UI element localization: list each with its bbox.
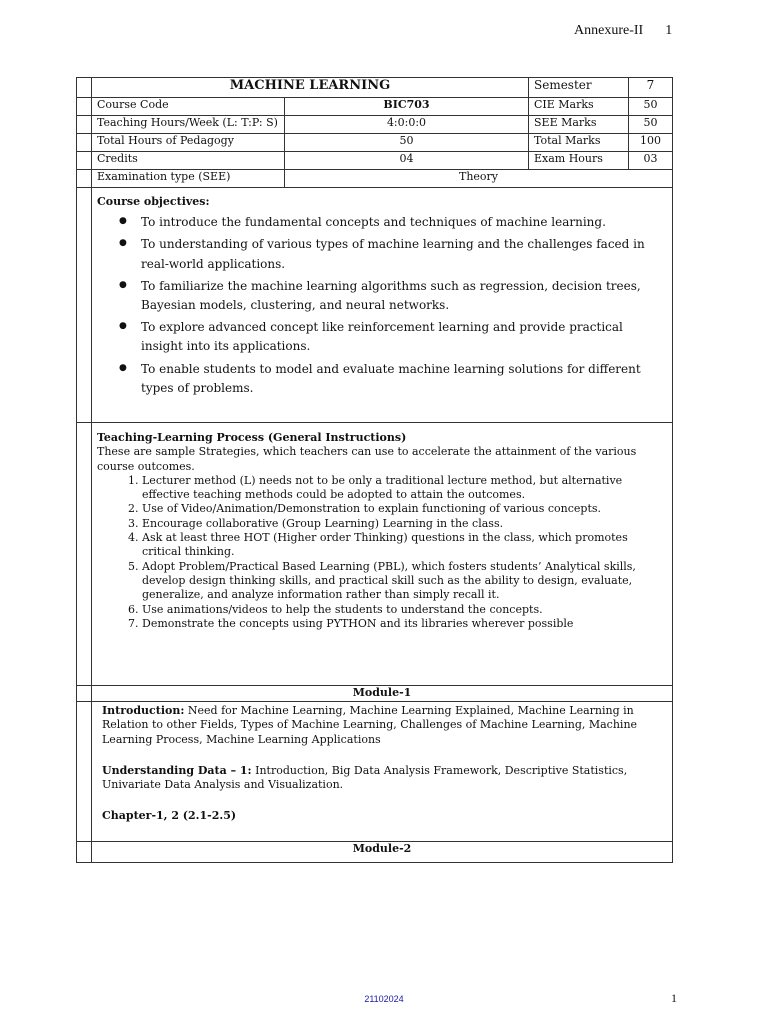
cie-marks-value: 50 (629, 98, 673, 116)
gutter-cell (77, 170, 92, 188)
teaching-hours-label: Teaching Hours/Week (L: T:P: S) (92, 116, 285, 134)
teaching-item: 7. Demonstrate the concepts using PYTHON and its libraries wherever possible (142, 617, 667, 631)
exam-type-value: Theory (285, 170, 673, 188)
total-marks-label: Total Marks (529, 134, 629, 152)
course-code-value: BIC703 (285, 98, 529, 116)
gutter-cell (77, 134, 92, 152)
objectives-list (97, 213, 667, 398)
see-marks-label: SEE Marks (529, 116, 629, 134)
cie-marks-label: CIE Marks (529, 98, 629, 116)
objective-item: ● To introduce the fundamental concepts and techniques of machine learning. (141, 213, 667, 232)
footer-document-code: 21102024 (364, 994, 404, 1004)
course-objectives-section (92, 188, 673, 423)
credits-label: Credits (92, 152, 285, 170)
teaching-list (97, 474, 667, 631)
semester-value: 7 (629, 78, 673, 98)
understanding-data-text: Introduction, Big Data Analysis Framework, Descriptive Statistics, Univariate Data Analysis and Visualization. (102, 763, 628, 792)
gutter-cell (77, 116, 92, 134)
teaching-item: 4. Ask at least three HOT (Higher order Thinking) questions in the class, which promotes critical thinking. (142, 531, 667, 560)
course-title: MACHINE LEARNING (92, 78, 529, 98)
module-1-chapter-ref: Chapter-1, 2 (2.1-2.5) (102, 809, 237, 823)
semester-label: Semester (529, 78, 629, 98)
objectives-heading: Course objectives: (97, 195, 210, 208)
syllabus-document (76, 77, 672, 863)
module-1-introduction (102, 704, 666, 747)
module-1-understanding-data (102, 764, 666, 793)
gutter-cell (77, 702, 92, 842)
module-1-content (92, 702, 673, 842)
gutter-cell (77, 188, 92, 423)
gutter-cell (77, 98, 92, 116)
teaching-item: 3. Encourage collaborative (Group Learning) Learning in the class. (142, 517, 667, 531)
footer-page-number: 1 (671, 991, 677, 1005)
gutter-cell (77, 686, 92, 702)
total-marks-value: 100 (629, 134, 673, 152)
exam-hours-value: 03 (629, 152, 673, 170)
teaching-item: 1. Lecturer method (L) needs not to be only a traditional lecture method, but alternative effective teaching methods could be adopted to attain the outcomes. (142, 474, 667, 503)
gutter-cell (77, 152, 92, 170)
teaching-learning-section (92, 423, 673, 686)
teaching-intro: These are sample Strategies, which teachers can use to accelerate the attainment of the various course outcomes. (97, 445, 637, 473)
understanding-data-label: Understanding Data – 1: (102, 763, 252, 777)
objective-item: ● To understanding of various types of machine learning and the challenges faced in real-world applications. (141, 235, 667, 273)
teaching-heading: Teaching-Learning Process (General Instructions) (97, 431, 407, 444)
teaching-item: 5. Adopt Problem/Practical Based Learning (PBL), which fosters students’ Analytical skills, develop design thinking skills, and practical skill such as the ability to design, evaluate, generalize, and analyze information rather than simply recall it. (142, 560, 667, 603)
teaching-item: 2. Use of Video/Animation/Demonstration to explain functioning of various concepts. (142, 502, 667, 516)
annexure-label: Annexure-II (574, 23, 644, 38)
pedagogy-hours-label: Total Hours of Pedagogy (92, 134, 285, 152)
pedagogy-hours-value: 50 (285, 134, 529, 152)
see-marks-value: 50 (629, 116, 673, 134)
teaching-hours-value: 4:0:0:0 (285, 116, 529, 134)
course-info-table (76, 77, 673, 863)
exam-hours-label: Exam Hours (529, 152, 629, 170)
module-2-heading: Module-2 (92, 842, 673, 863)
introduction-text: Need for Machine Learning, Machine Learning Explained, Machine Learning in Relation to other Fields, Types of Machine Learning, Challenges of Machine Learning, Machine Learning Process, Machine Learning Applications (102, 704, 638, 746)
gutter-cell (77, 78, 92, 98)
header-page-number: 1 (665, 23, 673, 38)
annexure-header (574, 23, 672, 39)
course-code-label: Course Code (92, 98, 285, 116)
introduction-label: Introduction: (102, 704, 185, 717)
exam-type-label: Examination type (SEE) (92, 170, 285, 188)
gutter-cell (77, 423, 92, 686)
gutter-cell (77, 842, 92, 863)
module-1-heading: Module-1 (92, 686, 673, 702)
objective-item: ● To enable students to model and evaluate machine learning solutions for different types of problems. (141, 360, 667, 398)
objective-item: ● To explore advanced concept like reinforcement learning and provide practical insight into its applications. (141, 318, 667, 356)
credits-value: 04 (285, 152, 529, 170)
teaching-item: 6. Use animations/videos to help the students to understand the concepts. (142, 603, 667, 617)
objective-item: ● To familiarize the machine learning algorithms such as regression, decision trees, Bayesian models, clustering, and neural networks. (141, 277, 667, 315)
